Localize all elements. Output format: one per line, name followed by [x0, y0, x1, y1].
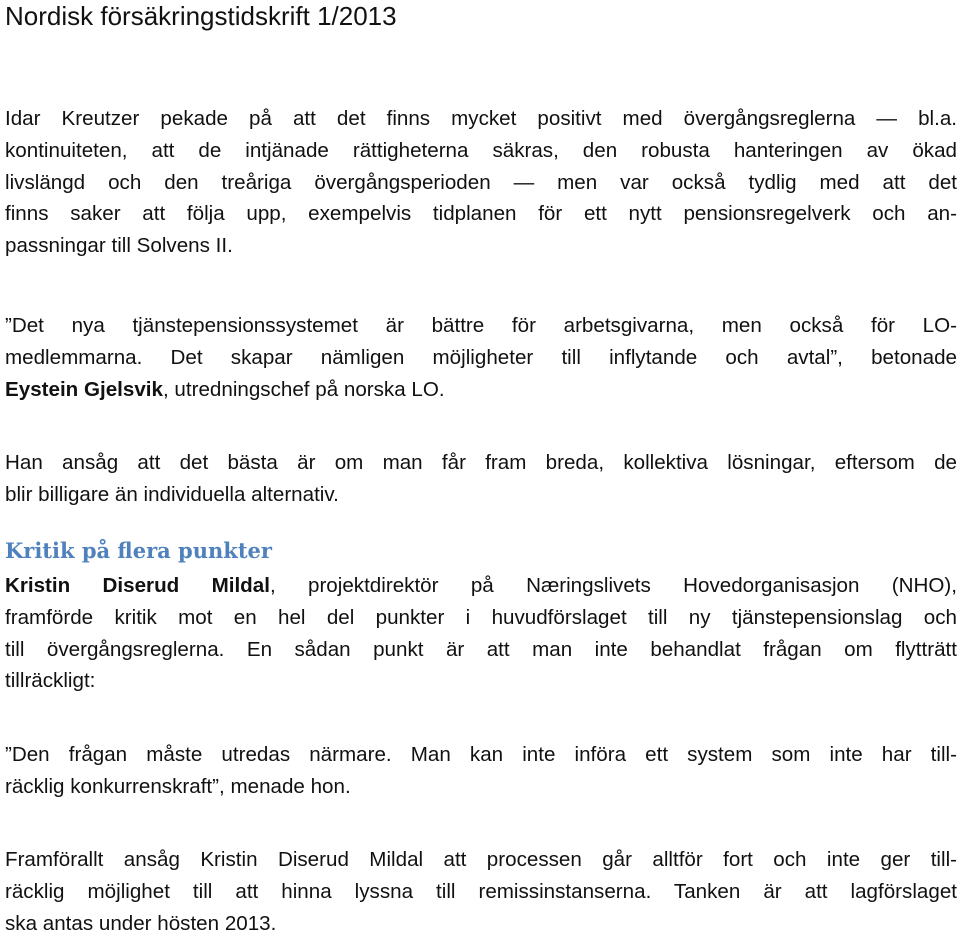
- text-line: blir billigare än individuella alternativ.: [5, 482, 339, 506]
- text-line: Han ansåg att det bästa är om man får fram breda, kollektiva lösningar, eftersom de: [5, 451, 957, 474]
- speaker-title: , projektdirektör på Næringslivets Hovedorganisasjon (NHO),: [269, 574, 957, 597]
- paragraph-collective-solutions: [5, 447, 957, 511]
- paragraph-gjelsvik-quote: [5, 310, 957, 405]
- text-line: räcklig möjlighet till att hinna lyssna till remissinstanserna. Tanken är att lagförslaget: [5, 879, 957, 903]
- text-line: Framförallt ansåg Kristin Diserud Mildal att processen går alltför fort och inte ger till-: [5, 848, 957, 871]
- text-line: tillräckligt:: [5, 669, 96, 693]
- speaker-name: Eystein Gjelsvik: [5, 377, 163, 401]
- paragraph-process-too-fast: [5, 844, 957, 939]
- text-line: livslängd och den treåriga övergångsperioden — men var också tydlig med att det: [5, 170, 957, 194]
- speaker-title: , utredningschef på norska LO.: [162, 377, 445, 401]
- speaker-name: Kristin Diserud Mildal: [5, 574, 270, 597]
- paragraph-mildal-criticism: [5, 570, 957, 697]
- text-line: [5, 374, 957, 406]
- text-line: ska antas under hösten 2013.: [5, 911, 277, 935]
- text-line: ”Det nya tjänstepensionssystemet är bättre för arbetsgivarna, men också för LO-: [5, 314, 957, 337]
- text-line: passningar till Solvens II.: [5, 234, 233, 258]
- text-line: Idar Kreutzer pekade på att det finns mycket positivt med övergångsreglerna — bl.a.: [5, 107, 957, 130]
- text-line: framförde kritik mot en hel del punkter i huvudförslaget till ny tjänstepensionslag och: [5, 605, 957, 629]
- text-line: finns saker att följa upp, exempelvis tidplanen för ett nytt pensionsregelverk och an-: [5, 202, 957, 226]
- text-line: ”Den frågan måste utredas närmare. Man kan inte införa ett system som inte har till-: [5, 743, 957, 766]
- journal-title: Nordisk försäkringstidskrift 1/2013: [5, 1, 397, 31]
- text-line: [5, 570, 957, 602]
- text-line: kontinuiteten, att de intjänade rättigheterna säkras, den robusta hanteringen av ökad: [5, 138, 957, 162]
- section-heading: Kritik på flera punkter: [5, 538, 272, 563]
- paragraph-mildal-quote: [5, 739, 957, 803]
- paragraph-kreutzer: [5, 103, 957, 262]
- text-line: medlemmarna. Det skapar nämligen möjligheter till inflytande och avtal”, betonade: [5, 345, 957, 369]
- text-line: räcklig konkurrenskraft”, menade hon.: [5, 774, 351, 798]
- text-line: till övergångsreglerna. En sådan punkt är att man inte behandlat frågan om flytträtt: [5, 637, 957, 661]
